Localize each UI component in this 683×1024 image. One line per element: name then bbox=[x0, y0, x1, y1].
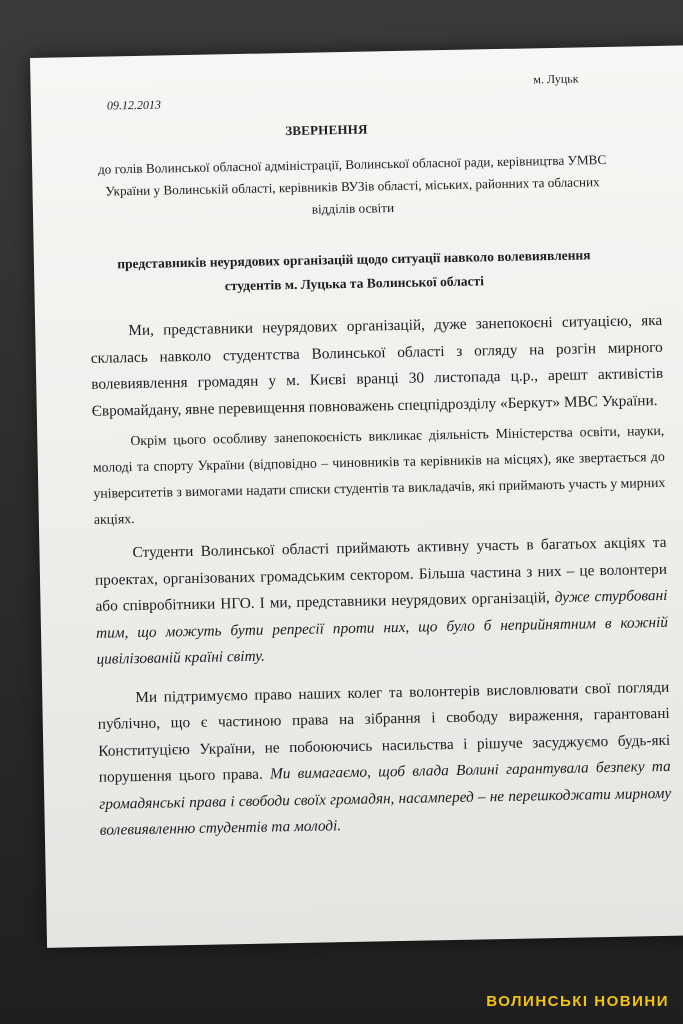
paragraph-1: Ми, представники неурядових організацій, дуже занепокоєні ситуацією, яка склалась навколо студентства Волинської області з огляду на розгін мирного волевиявлення громадян у м. Києві вранці 30 листопада ц.р., арешт активістів Євромайдану, явне перевищення повноважень спецпідрозділу «Беркут» МВС України. bbox=[90, 311, 664, 420]
letter-body bbox=[90, 308, 672, 844]
letter-sheet bbox=[30, 45, 683, 948]
letter-title: ЗВЕРНЕННЯ bbox=[285, 121, 368, 139]
paragraph-4-normal: Ми підтримуємо право наших колег та волонтерів висловлювати свої погляди публічно, що є частиною права на зібрання і свободу вираження, гарантовані Конституцією України, не побоюючись насильства і рішуче засуджуємо будь-які порушення цього права. bbox=[97, 678, 671, 786]
paragraph-3-normal: Студенти Волинської області приймають активну участь в багатьох акціях та проектах, організованих громадським сектором. Більша частина з них – це волонтери або співробітники НГО. І ми, представники неурядових організацій, bbox=[94, 533, 668, 615]
letter-date: 09.12.2013 bbox=[106, 97, 162, 113]
site-watermark: ВОЛИНСЬКІ НОВИНИ bbox=[486, 993, 669, 1010]
paragraph-2: Окрім цього особливу занепокоєність викликає діяльність Міністерства освіти, науки, молоді та спорту України (відповідно – чиновників та керівників на місцях), яке звертається до університетів з вимогами надати списки студентів та викладачів, які приймають участь у мирних акціях. bbox=[92, 422, 666, 527]
letter-subject: представників неурядових організацій щодо ситуації навколо волевиявлення студентів м. Луцька та Волинської області bbox=[117, 247, 591, 294]
paragraph-4 bbox=[97, 674, 672, 844]
letter-city: м. Луцьк bbox=[533, 71, 579, 87]
paragraph-3 bbox=[94, 530, 668, 673]
paragraph-3-italic: дуже стурбовані тим, що можуть бути репресії проти них, що було б неприйнятним в кожній цивілізованій країні світу. bbox=[95, 586, 669, 668]
paragraph-4-italic: Ми вимагаємо, щоб влада Волині гарантувала безпеку та громадянські права і свободи своїх громадян, насамперед – не перешкоджати мирному волевиявленню студентів та молоді. bbox=[99, 757, 672, 839]
letter-addressees: до голів Волинської обласної адміністрації, Волинської обласної ради, керівництва УМВС України у Волинській області, керівників ВУЗів області, міських, районних та обласних відділів освіти bbox=[97, 151, 607, 217]
